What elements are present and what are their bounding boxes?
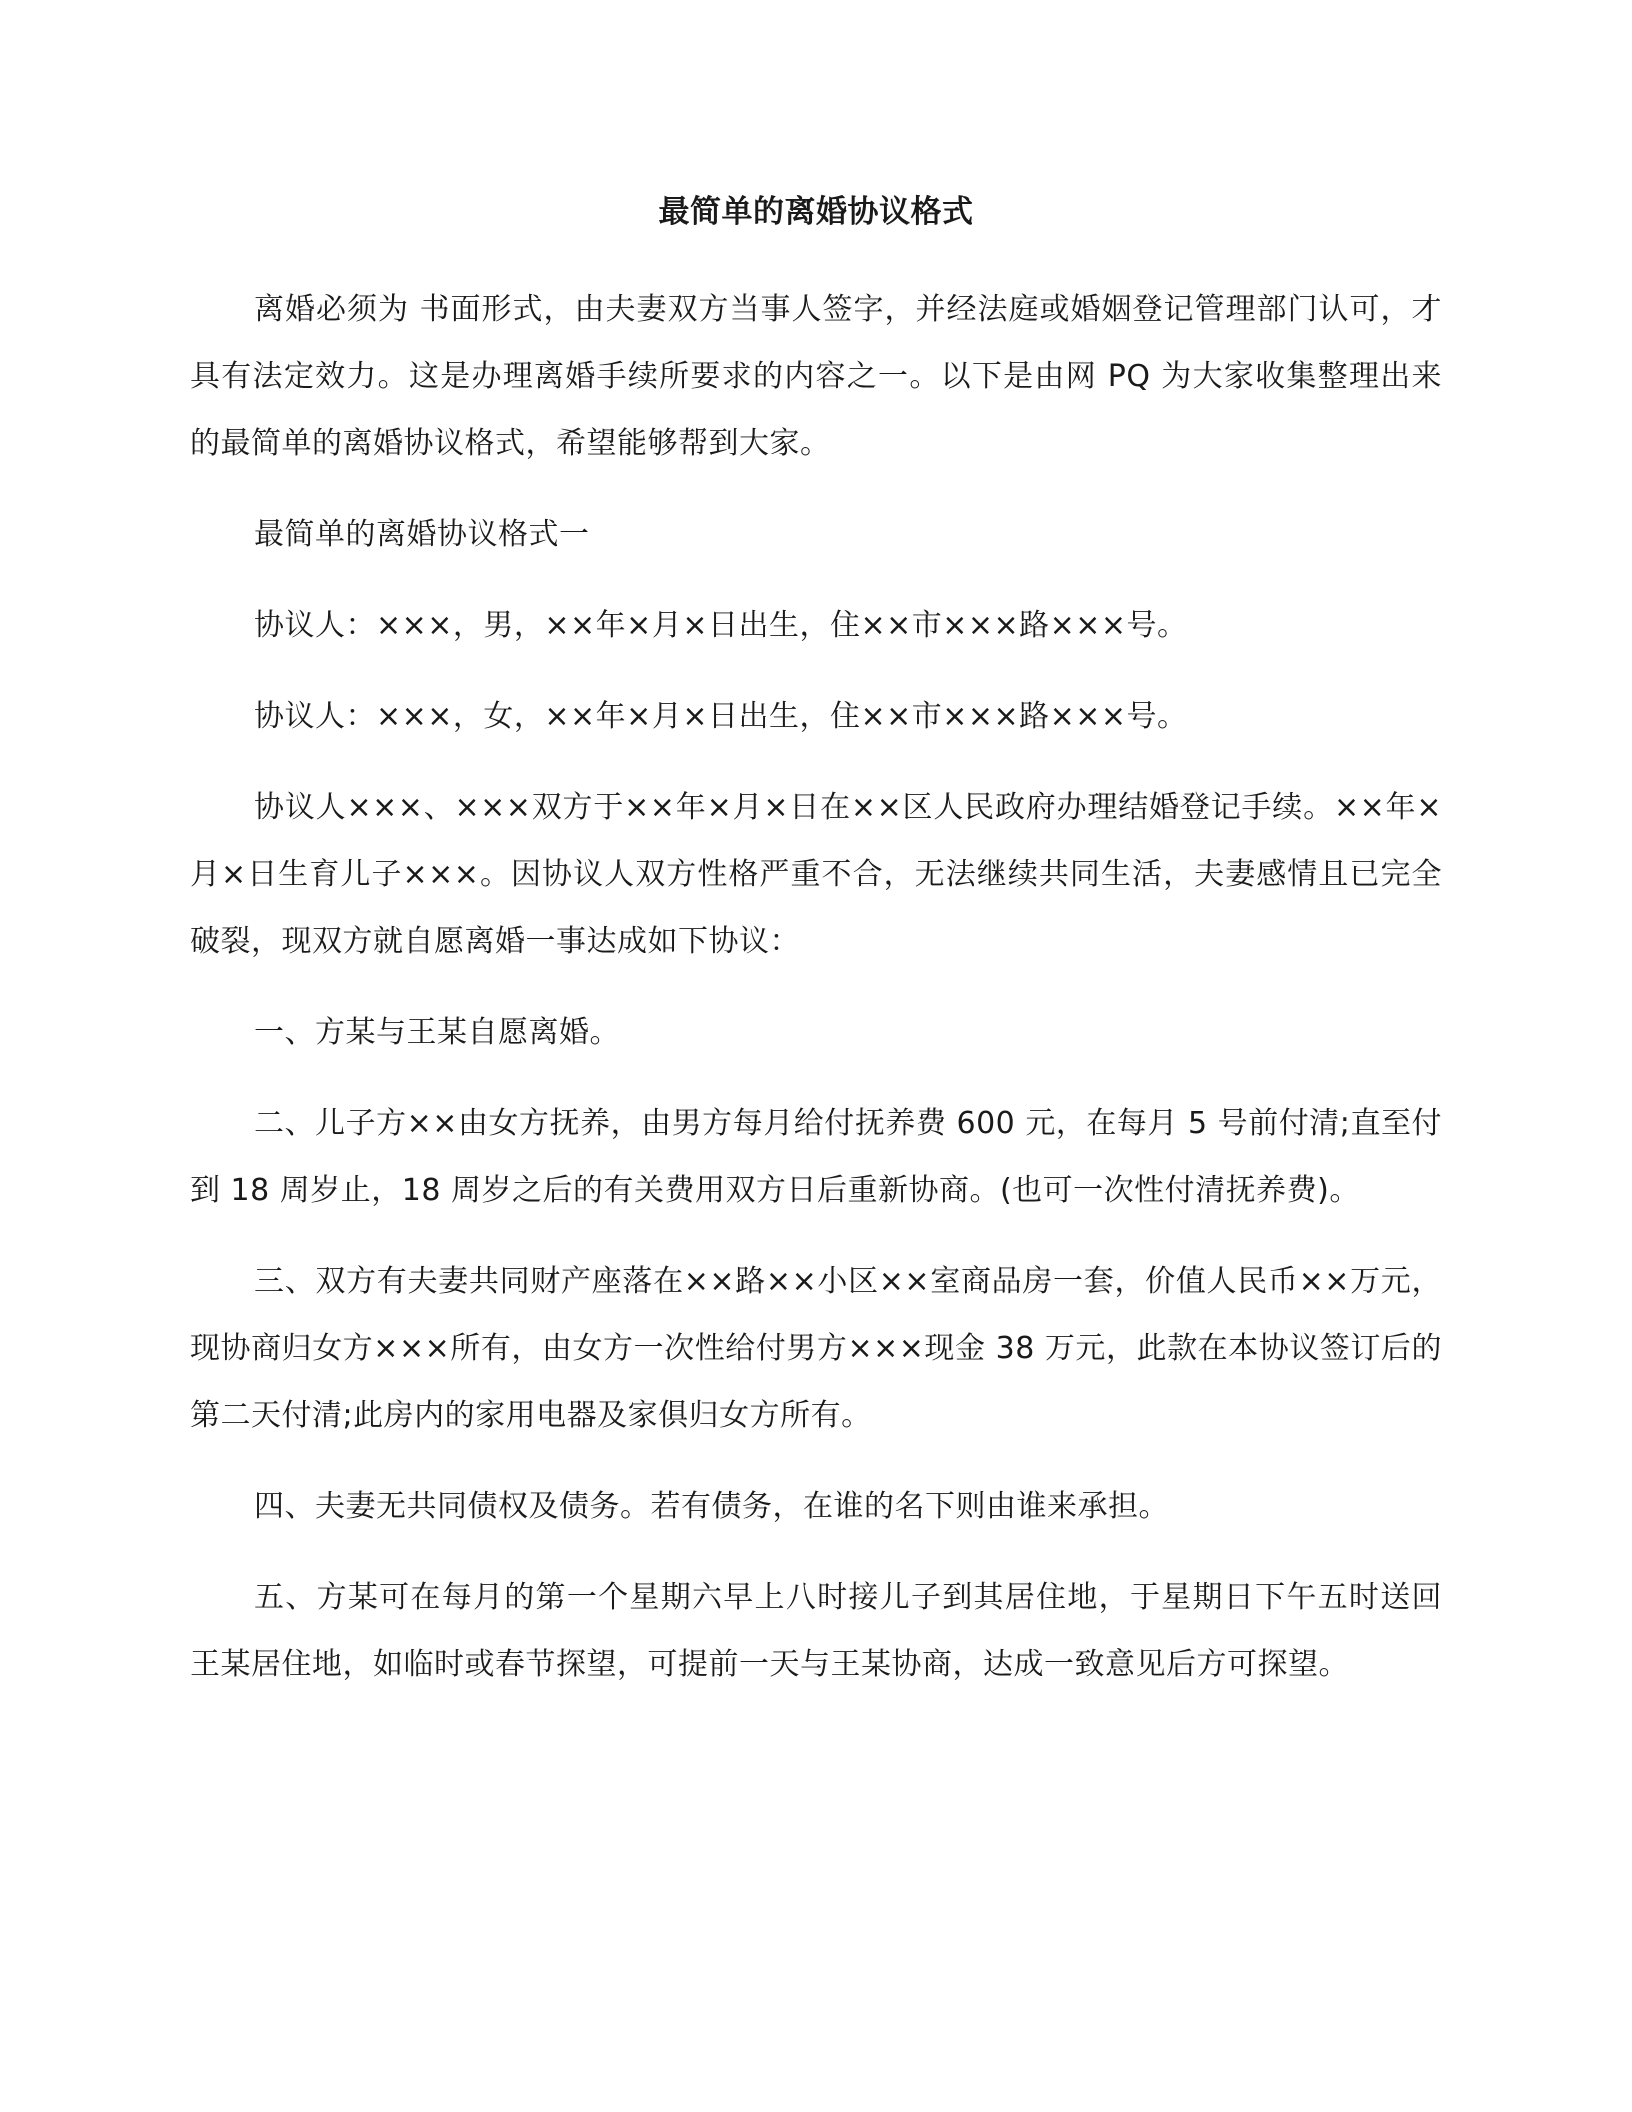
clause-4-paragraph: 四、夫妻无共同债权及债务。若有债务，在谁的名下则由谁来承担。 (254, 1489, 1169, 1524)
party-female-paragraph: 协议人：×××，女，××年×月×日出生，住××市×××路×××号。 (254, 699, 1188, 734)
clause-5-paragraph: 五、方某可在每月的第一个星期六早上八时接儿子到其居住地，于星期日下午五时送回王某居住地，如临时或春节探望，可提前一天与王某协商，达成一致意见后方可探望。 (190, 1580, 1442, 1682)
background-paragraph: 协议人×××、×××双方于××年×月×日在××区人民政府办理结婚登记手续。××年×月×日生育儿子×××。因协议人双方性格严重不合，无法继续共同生活，夫妻感情且已完全破裂，现双方就自愿离婚一事达成如下协议： (190, 790, 1442, 959)
clause-3-paragraph: 三、双方有夫妻共同财产座落在××路××小区××室商品房一套，价值人民币××万元，现协商归女方×××所有，由女方一次性给付男方×××现金 38 万元，此款在本协议签订后的第二天付清;此房内的家用电器及家俱归女方所有。 (190, 1264, 1442, 1433)
document-title: 最简单的离婚协议格式 (658, 194, 974, 230)
intro-paragraph: 离婚必须为 书面形式，由夫妻双方当事人签字，并经法庭或婚姻登记管理部门认可，才具有法定效力。这是办理离婚手续所要求的内容之一。以下是由网 PQ 为大家收集整理出来的最简单的离婚协议格式，希望能够帮到大家。 (190, 292, 1442, 461)
clause-2-paragraph: 二、儿子方××由女方抚养，由男方每月给付抚养费 600 元，在每月 5 号前付清;直至付到 18 周岁止，18 周岁之后的有关费用双方日后重新协商。(也可一次性付清抚养费)。 (190, 1106, 1442, 1208)
section-heading: 最简单的离婚协议格式一 (254, 517, 590, 552)
clause-1-paragraph: 一、方某与王某自愿离婚。 (254, 1015, 620, 1050)
party-male-paragraph: 协议人：×××，男，××年×月×日出生，住××市×××路×××号。 (254, 608, 1188, 643)
